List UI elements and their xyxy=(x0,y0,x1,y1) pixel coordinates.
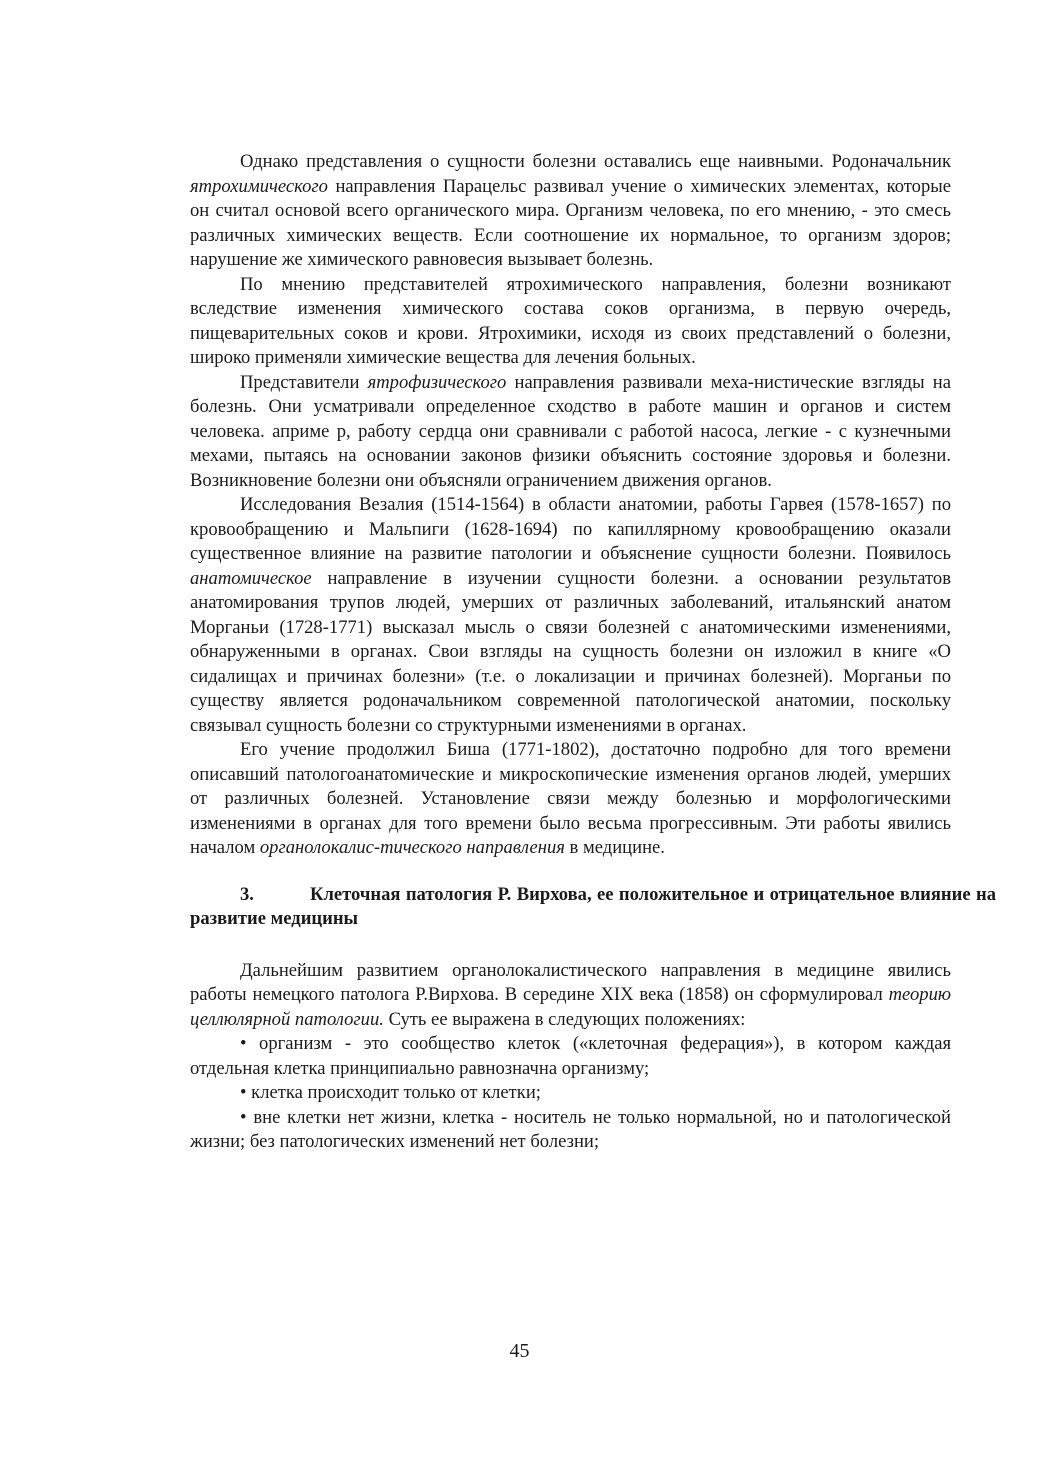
text-run: направление в изучении сущности болезни. а основании результатов анатомирования трупов людей, умерших от различных заболеваний, итальянский анатом Морганьи (1728-1771) высказал мысль о связи болезней с анатомическими изменениями, обнаруженными в органах. Свои взгляды на сущность болезни он изложил в книге «О сидалищах и причинах болезни» (т.е. о локализации и причинах болезней). Морганьи по существу является родоначальником современной патологической анатомии, поскольку связывал сущность болезни со структурными изменениями в органах. xyxy=(190,567,951,736)
text-run: Исследования Везалия (1514-1564) в области анатомии, работы Гарвея (1578-1657) по кровообращению и Мальпиги (1628-1694) по капиллярному кровообращению оказали существенное влияние на развитие патологии и объяснение сущности болезни. Появилось xyxy=(190,494,951,564)
section-number: 3. xyxy=(240,883,254,905)
bullet-item xyxy=(190,1081,951,1106)
paragraphs-top xyxy=(190,150,951,861)
paragraph-paracelsus xyxy=(190,150,951,273)
text-run: По мнению представителей ятрохимического направления, болезни возникают вследствие изменения химического состава соков организма, в первую очередь, пищеварительных соков и крови. Ятрохимики, исходя из своих представлений о болезни, широко применяли химические вещества для лечения больных. xyxy=(190,273,951,368)
text-run: Однако представления о сущности болезни оставались еще наивными. Родоначальник xyxy=(240,151,951,172)
italic-term: теорию целлюлярной патологии. xyxy=(190,984,951,1030)
paragraph-anatomy xyxy=(190,493,951,738)
text-run: Суть ее выражена в следующих положениях: xyxy=(383,1008,746,1030)
paragraph-iatrophysics xyxy=(190,371,951,494)
page-body xyxy=(190,150,996,1155)
paragraph-virchow xyxy=(190,959,951,1033)
section-title: Клеточная патология Р. Вирхова, ее положительное и отрицательное влияние на развитие медицины xyxy=(190,883,996,929)
bullet-text: • клетка происходит только от клетки; xyxy=(240,1082,541,1103)
paragraph-iatrochemistry xyxy=(190,273,951,371)
section-heading xyxy=(190,883,996,932)
spacer xyxy=(190,861,951,883)
text-run: Его учение продолжил Биша (1771-1802), достаточно подробно для того времени описавший патологоанатомические и микроскопические изменения органов людей, умерших от различных болезней. Установление связи между болезнью и морфологическими изменениями в органах для того времени было весьма прогрессивным. Эти работы явились началом xyxy=(190,739,951,858)
bullet-text: • вне клетки нет жизни, клетка - носитель не только нормальной, но и патологической жизни; без патологических изменений нет болезни; xyxy=(190,1106,951,1152)
spacer xyxy=(190,932,951,959)
text-run: Дальнейшим развитием органолокалистического направления в медицине явились работы немецкого патолога Р.Вирхова. В середине XIX века (1858) он сформулировал xyxy=(190,959,951,1005)
bullet-item xyxy=(190,1032,951,1081)
bullet-item xyxy=(190,1106,951,1155)
text-run: направления развивали меха-нистические взгляды на болезнь. Они усматривали определенное сходство в работе машин и органов и систем человека. априме р, работу сердца они сравнивали с работой насоса, легкие - с кузнечными мехами, пытаясь на основании законов физики объяснить состояние здоровья и болезни. Возникновение болезни они объясняли ограничением движения органов. xyxy=(190,371,951,491)
page-number: 45 xyxy=(509,1340,530,1362)
italic-term: ятрофизического xyxy=(367,371,507,393)
text-run: в медицине. xyxy=(564,837,665,858)
italic-term: ятрохимического xyxy=(190,175,328,197)
paragraphs-bottom xyxy=(190,959,951,1155)
text-run: Представители xyxy=(240,371,368,393)
bullet-text: • организм - это сообщество клеток («клеточная федерация»), в котором каждая отдельная клетка принципиально равнозначна организму; xyxy=(190,1033,951,1079)
paragraph-bichat xyxy=(190,738,951,861)
text-run: направления Парацельс развивал учение о химических элементах, которые он считал основой всего органического мира. Организм человека, по его мнению, - это смесь различных химических веществ. Если соотношение их нормальное, то организм здоров; нарушение же химического равновесия вызывает болезнь. xyxy=(190,175,951,270)
italic-term: анатомическое xyxy=(190,567,312,589)
italic-term: органолокалис-тического направления xyxy=(259,837,565,858)
